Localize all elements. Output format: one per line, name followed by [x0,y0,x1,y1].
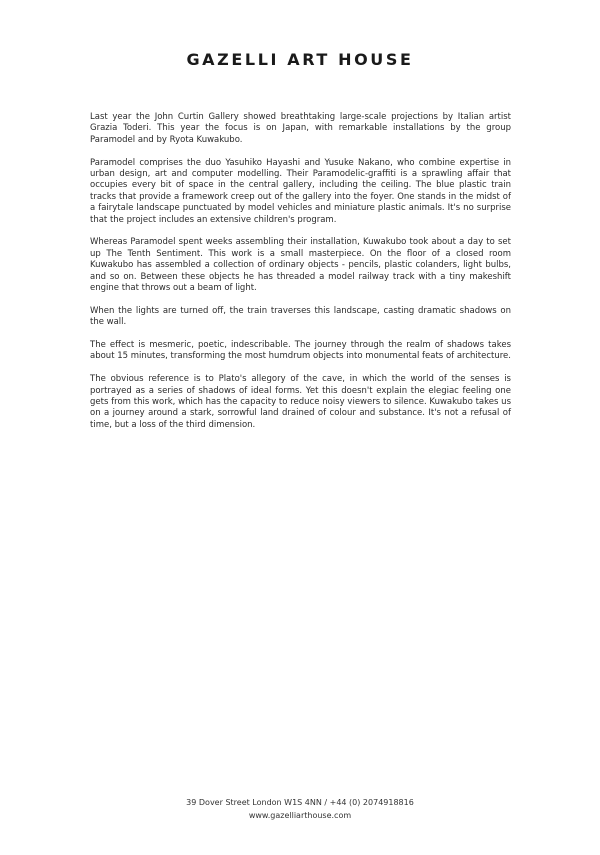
paragraph: Whereas Paramodel spent weeks assembling their installation, Kuwakubo took about a day to set up The Tenth Sentiment. This work is a small masterpiece. On the floor of a closed room Kuwakubo has assembled a collection of ordinary objects - pencils, plastic colanders, light bulbs, and so on. Between these objects he has threaded a model railway track with a tiny makeshift engine that throws out a beam of light. [90,237,511,294]
footer-website: www.gazelliarthouse.com [248,811,352,820]
article-body [90,112,511,443]
paragraph: When the lights are turned off, the train traverses this landscape, casting dramatic shadows on the wall. [90,305,511,328]
paragraph: Last year the John Curtin Gallery showed breathtaking large-scale projections by Italian artist Grazia Toderi. This year the focus is on Japan, with remarkable installations by the group Paramodel and by Ryota Kuwakubo. [90,112,511,145]
footer-address: 39 Dover Street London W1S 4NN / +44 (0) 2074918816 [186,798,414,807]
page-footer [0,796,600,822]
paragraph: The obvious reference is to Plato's allegory of the cave, in which the world of the senses is portrayed as a series of shadows of ideal forms. Yet this doesn't explain the elegiac feeling one gets from this work, which has the capacity to reduce noisy viewers to silence. Kuwakubo takes us on a journey around a stark, sorrowful land drained of colour and substance. It's not a refusal of time, but a loss of the third dimension. [90,374,511,430]
page-title: GAZELLI ART HOUSE [186,50,414,69]
paragraph: Paramodel comprises the duo Yasuhiko Hayashi and Yusuke Nakano, who combine expertise in urban design, art and computer modelling. Their Paramodelic-graffiti is a sprawling affair that occupies every bit of space in the central gallery, including the ceiling. The blue plastic train tracks that provide a framework creep out of the gallery into the foyer. One stands in the midst of a fairytale landscape punctuated by model vehicles and miniature plastic animals. It's no surprise that the project includes an extensive children's program. [90,157,511,225]
paragraph: The effect is mesmeric, poetic, indescribable. The journey through the realm of shadows takes about 15 minutes, transforming the most humdrum objects into monumental feats of architecture. [90,340,511,362]
